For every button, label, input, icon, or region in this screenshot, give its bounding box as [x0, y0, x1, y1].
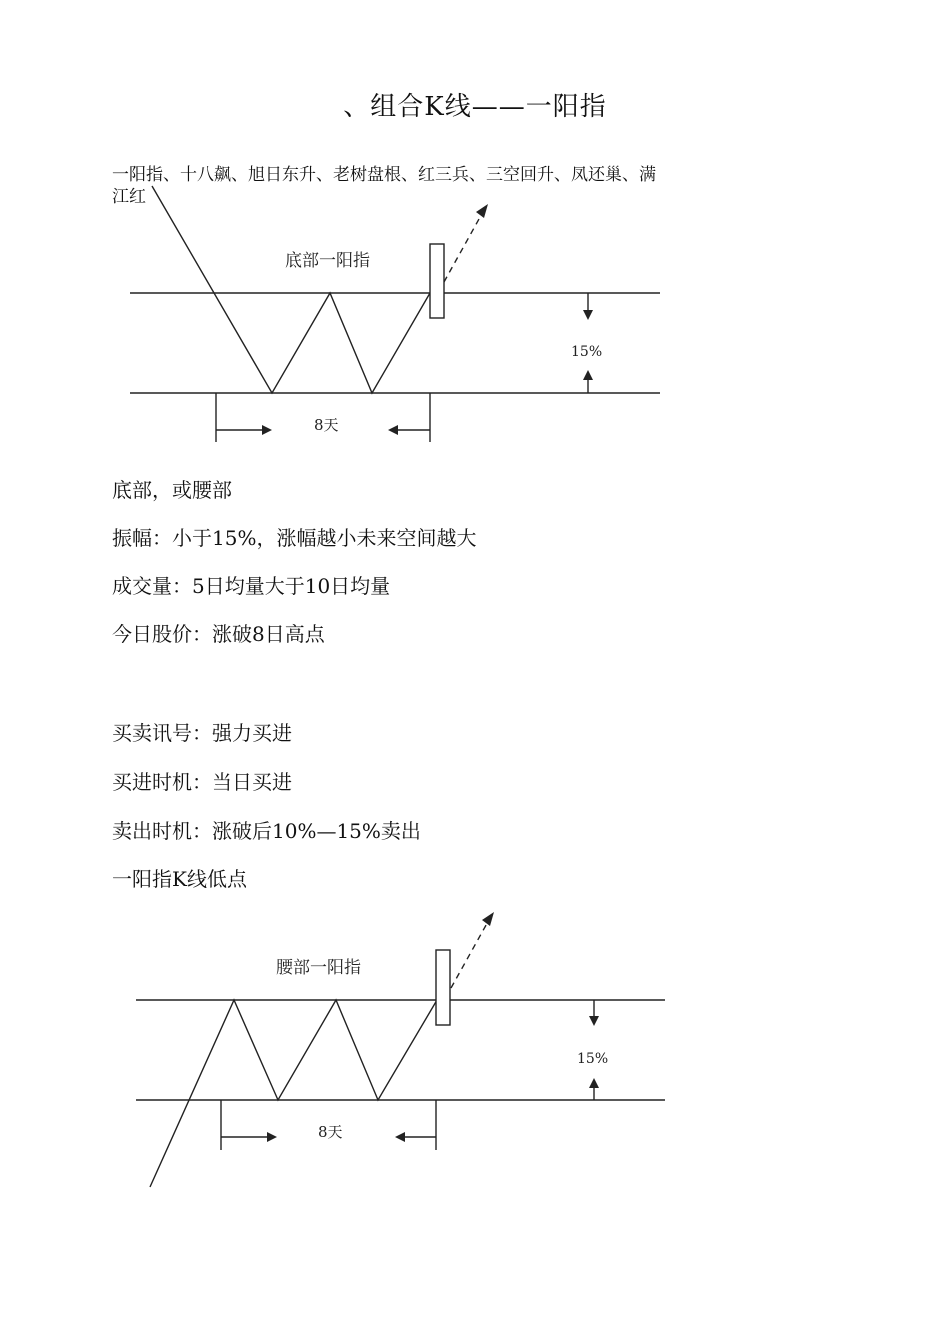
yang-candle: [436, 950, 450, 1025]
days-label: 8天: [314, 416, 339, 434]
percent-label: 15%: [571, 344, 603, 360]
diagram-label: 腰部一阳指: [276, 958, 361, 978]
signal-text: 买卖讯号：强力买进: [112, 721, 292, 745]
position-text: 底部，或腰部: [112, 478, 232, 502]
pattern-names: 一阳指、十八飙、旭日东升、老树盘根、红三兵、三空回升、凤还巢、满江红: [112, 165, 656, 207]
diagram-waist-yangzhi: [0, 900, 950, 1200]
arrow-head-right: [267, 1132, 277, 1142]
yang-candle: [430, 244, 444, 318]
price-zigzag: [150, 1000, 437, 1187]
arrow-head-right: [262, 425, 272, 435]
stop-loss-text: 一阳指K线低点: [112, 867, 247, 891]
diagram-bottom-yangzhi: [0, 160, 950, 460]
arrow-head-down: [583, 310, 593, 320]
percent-label: 15%: [577, 1051, 609, 1067]
sell-timing-text: 卖出时机：涨破后10%—15%卖出: [112, 819, 421, 843]
arrow-head-down: [589, 1016, 599, 1026]
diagram-label: 底部一阳指: [285, 251, 370, 271]
arrow-head-up-right: [482, 912, 494, 926]
arrow-head-up: [583, 370, 593, 380]
volume-text: 成交量：5日均量大于10日均量: [112, 574, 391, 598]
arrow-head-up: [589, 1078, 599, 1088]
arrow-head-up-right: [476, 204, 488, 218]
price-text: 今日股价：涨破8日高点: [112, 622, 325, 646]
page-title: 、组合K线——一阳指: [343, 92, 607, 122]
arrow-head-left: [388, 425, 398, 435]
price-zigzag: [152, 186, 430, 393]
dashed-up-arrow-line: [444, 210, 484, 282]
arrow-head-left: [395, 1132, 405, 1142]
dashed-up-arrow-line: [451, 918, 490, 988]
amplitude-text: 振幅：小于15%，涨幅越小未来空间越大: [112, 526, 477, 550]
buy-timing-text: 买进时机：当日买进: [112, 770, 292, 794]
days-label: 8天: [318, 1123, 343, 1141]
